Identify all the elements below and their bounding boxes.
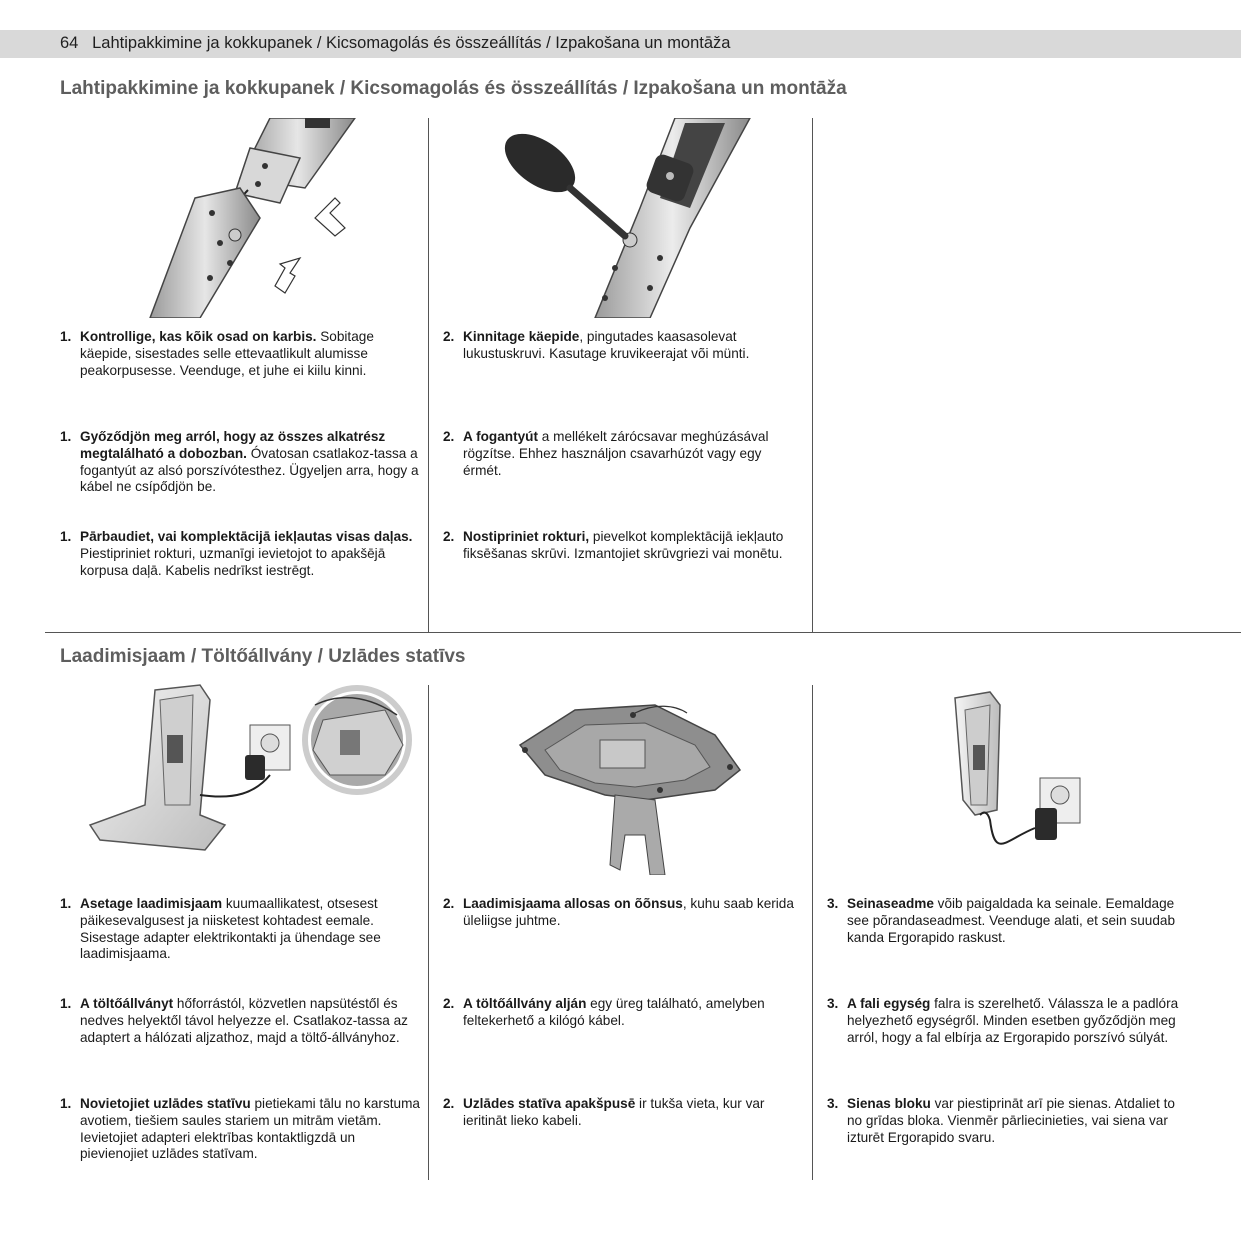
step-rest: , pingutades kaasasolevat lukustuskruvi. Kasutage kruvikeerajat või münti. <box>463 329 750 361</box>
step-rest: a mellékelt zárócsavar meghúzásával rögzítse. Ehhez használjon csavarhúzót vagy egy érmét. <box>463 429 769 478</box>
step-bold: Uzlādes statīva apakšpusē <box>463 1096 636 1111</box>
step-rest: Óvatosan csatlakoz-tassa a fogantyút az alsó porszívótesthez. Ügyeljen arra, hogy a kábel ne csípődjön be. <box>80 445 419 495</box>
step-rest: , kuhu saab kerida üleliigse juhtme. <box>463 896 794 928</box>
step-text <box>847 996 1187 1046</box>
step-bold: Kontrollige, kas kõik osad on karbis. <box>80 329 317 344</box>
step-bold: Novietojiet uzlādes statīvu <box>80 1096 251 1111</box>
step-rest: kuumaallikatest, otsesest päikesevalgusest ja niisketest kohtadest eemale. Sisestage adapter elektrikontakti ja ühendage see laadimisjaama. <box>80 896 381 962</box>
step-number: 1. <box>60 896 72 911</box>
step-bold: Nostipriniet rokturi, <box>463 529 590 544</box>
step-rest: egy üreg található, amelyben feltekerhető a kilógó kábel. <box>463 996 765 1028</box>
step-number: 1. <box>60 529 72 544</box>
step-number: 2. <box>443 896 455 911</box>
screwdriver-illustration <box>500 118 780 318</box>
step-text <box>80 329 420 379</box>
step-number: 1. <box>60 996 72 1011</box>
step-text <box>463 529 803 563</box>
step-text <box>80 429 420 496</box>
step-bold: Sienas bloku <box>847 1096 931 1111</box>
column-divider <box>812 118 813 632</box>
step-text <box>80 529 420 579</box>
running-header <box>0 30 1241 58</box>
handle-assembly-illustration <box>140 118 370 318</box>
step-text <box>463 429 803 479</box>
step-rest: Sobitage käepide, sisestades selle ettevaatlikult alumisse peakorpusesse. Veenduge, et juhe ei kiilu kinni. <box>80 329 374 378</box>
step-bold: Asetage laadimisjaam <box>80 896 223 911</box>
step-text <box>463 996 803 1030</box>
step-bold: Laadimisjaama allosas on õõnsus <box>463 896 683 911</box>
step-number: 1. <box>60 1096 72 1111</box>
step-text <box>847 1096 1187 1146</box>
step-number: 2. <box>443 529 455 544</box>
step-bold: Kinnitage käepide <box>463 329 580 344</box>
step-bold: A fali egység <box>847 996 931 1011</box>
step-bold: Seinaseadme <box>847 896 934 911</box>
step-number: 2. <box>443 429 455 444</box>
step-text <box>463 896 803 930</box>
step-rest: Piestipriniet rokturi, uzmanīgi ievietojot to apakšējā korpusa daļā. Kabelis nedrīkst iestrēgt. <box>80 545 386 578</box>
step-number: 3. <box>827 996 839 1011</box>
step-text <box>80 896 420 963</box>
step-bold: A töltőállványt <box>80 996 174 1011</box>
step-text <box>463 1096 803 1130</box>
step-bold: Pārbaudiet, vai komplektācijā iekļautas visas daļas. <box>80 529 413 544</box>
charging-stand-illustration <box>85 675 420 855</box>
step-text <box>463 329 803 363</box>
column-divider <box>812 685 813 1180</box>
step-text <box>80 1096 420 1163</box>
header-text <box>60 34 730 53</box>
section-title-charger: Laadimisjaam / Töltőállvány / Uzlādes statīvs <box>60 646 466 667</box>
column-divider <box>428 118 429 632</box>
step-bold: A fogantyút <box>463 429 539 444</box>
section-title-unpacking: Lahtipakkimine ja kokkupanek / Kicsomagolás és összeállítás / Izpakošana un montāža <box>60 78 847 99</box>
step-bold: Győződjön meg arról, hogy az összes alkatrész megtalálható a dobozban. <box>80 429 386 461</box>
step-text <box>847 896 1187 946</box>
step-number: 1. <box>60 429 72 444</box>
step-number: 1. <box>60 329 72 344</box>
step-rest: ir tukša vieta, kur var ieritināt lieko kabeli. <box>463 1096 765 1128</box>
step-rest: pievelkot komplektācijā iekļauto fiksēšanas skrūvi. Izmantojiet skrūvgriezi vai monētu. <box>463 529 784 561</box>
step-number: 3. <box>827 896 839 911</box>
wall-unit-illustration <box>945 690 1085 865</box>
step-text <box>80 996 420 1046</box>
step-rest: falra is szerelhető. Válassza le a padlóra helyezhető egységről. Minden esetben győződjön meg arról, hogy a fal elbírja az Ergorapido porszívó súlyát. <box>847 996 1179 1045</box>
step-number: 2. <box>443 1096 455 1111</box>
running-title: Lahtipakkimine ja kokkupanek / Kicsomagolás és összeállítás / Izpakošana un montāža <box>92 34 731 52</box>
step-rest: hőforrástól, közvetlen napsütéstől és nedves helyektől távol helyezze el. Csatlakoz-tassa az adaptert a hálózati aljzathoz, majd a töltő-állványhoz. <box>80 996 408 1045</box>
step-number: 3. <box>827 1096 839 1111</box>
step-rest: võib paigaldada ka seinale. Eemaldage see põrandaseadmest. Veenduge alati, et sein suudab kanda Ergorapido raskust. <box>847 896 1176 945</box>
step-rest: pietiekami tālu no karstuma avotiem, tiešiem saules stariem un mitrām vietām. Ievietojiet adapteri elektrības kontaktligzdā un pievienojiet uzlādes statīvam. <box>80 1096 420 1162</box>
step-bold: A töltőállvány alján <box>463 996 587 1011</box>
section-divider <box>45 632 1241 633</box>
step-number: 2. <box>443 329 455 344</box>
page-number: 64 <box>60 34 79 52</box>
column-divider <box>428 685 429 1180</box>
step-number: 2. <box>443 996 455 1011</box>
step-rest: var piestiprināt arī pie sienas. Atdaliet to no grīdas bloka. Vienmēr pārliecinieties, vai siena var izturēt Ergorapido svaru. <box>847 1096 1175 1145</box>
stand-underside-illustration <box>515 695 745 875</box>
